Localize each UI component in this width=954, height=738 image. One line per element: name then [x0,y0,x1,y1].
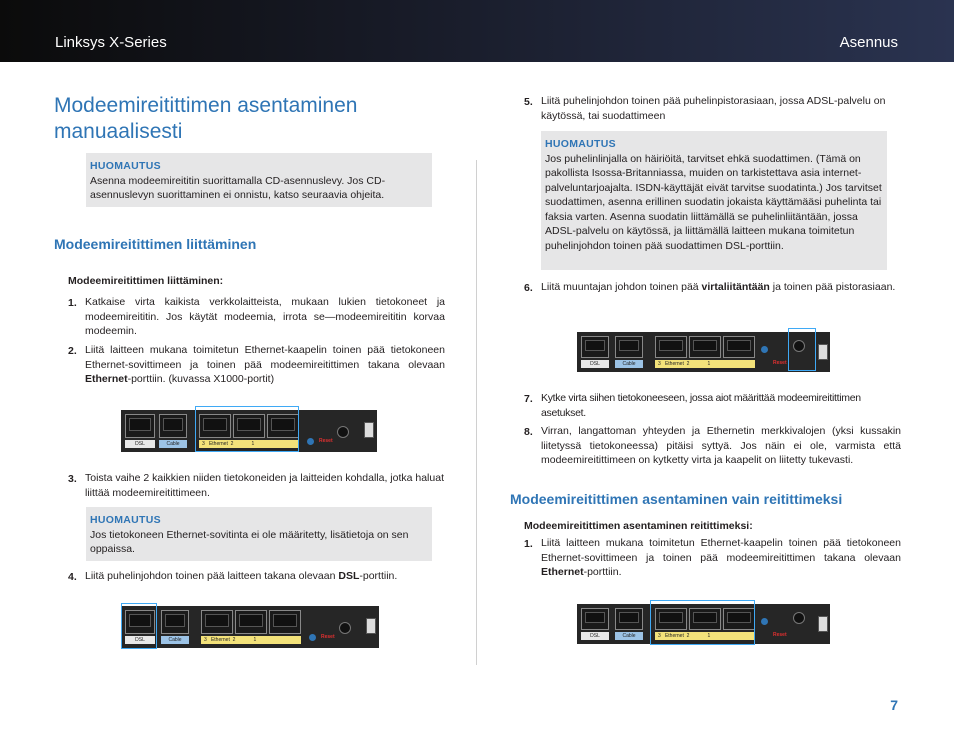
reset-label: Reset [773,632,787,638]
step-text: Liitä muuntajan johdon toinen pää virtaliitäntään ja toinen pää pistorasiaan. [541,281,896,293]
power-switch [818,344,828,360]
step-number: 6. [524,282,533,294]
power-port [793,612,805,624]
ethernet-label: 3 Ethernet 2 1 [201,636,301,644]
ethernet-label: 3 Ethernet 2 1 [655,632,755,640]
router-back-panel-image [121,606,379,648]
reset-button [307,438,314,445]
step-number: 1. [524,538,533,550]
step-text: Virran, langattoman yhteyden ja Ethernetin merkkivalojen (yksi kussakin liitetyssä tietokoneessa) pitäisi syttyä. Jos näin ei ole, varmista että modeemireitittimeen on kytketty virta ja kaapelit on liitetty tukevasti. [541,425,901,466]
cable-port [161,610,189,634]
power-switch [366,618,376,634]
step-number: 4. [68,571,77,583]
cable-label: Cable [615,632,643,640]
note-text: Asenna modeemireititin suorittamalla CD-asennuslevy. Jos CD-asennuslevyn suorittaminen ei onnistu, katso seuraavia ohjeita. [90,174,386,201]
section-heading: Modeemireitittimen liittäminen [54,236,257,252]
dsl-port [581,336,609,358]
sub-label: Modeemireitittimen asentaminen reitittimeksi: [524,520,753,532]
note-box [86,507,432,561]
dsl-label: DSL [125,636,155,644]
reset-button [761,618,768,625]
note-text: Jos tietokoneen Ethernet-sovitinta ei ole määritetty, lisätietoja on sen oppaissa. [90,528,409,555]
reset-label: Reset [321,634,335,640]
note-title: HUOMAUTUS [90,514,161,526]
note-text: Jos puhelinlinjalla on häiriöitä, tarvitset ehkä suodattimen. (Tämä on pakollista Isossa-Britanniassa, muiden on tarkistettava asia internet-palveluntarjoajalta. ISDN-käyttäjät eivät tarvitse suodatinta.) Jos tarvitset suodattimen, asenna erillinen suodatin jokaista käyttämääsi puhelinta tai faksia varten. Asenna suodatin liittämällä se puhelinliitäntään, jossa ADSL-palvelu on käytössä, ja liittämällä laitteen mukana toimitetun puhelinjohdon toinen pää suodattimen DSL-porttiin. [545,152,882,252]
cable-label: Cable [159,440,187,448]
ethernet-label: 3 Ethernet 2 1 [655,360,755,368]
ethernet-port [689,336,721,358]
sub-label: Modeemireitittimen liittäminen: [68,275,224,287]
header-title: Linksys X-Series [55,34,167,51]
step-text: Kytke virta siihen tietokoneeseen, jossa aiot määrittää modeemireitittimen asetukset. [541,392,861,419]
ethernet-port [201,610,233,634]
ethernet-port [723,336,755,358]
highlight-box [121,603,157,649]
header-section: Asennus [839,34,898,51]
step-text: Toista vaihe 2 kaikkien niiden tietokoneiden ja laitteiden kohdalla, jotka haluat liittää modeemireitittimeen. [85,472,444,499]
dsl-label: DSL [581,360,609,368]
dsl-label: DSL [581,632,609,640]
step-number: 5. [524,96,533,108]
note-box [86,153,432,207]
dsl-port [125,414,155,438]
section-heading: Modeemireitittimen asentaminen vain reitittimeksi [510,491,843,507]
header-bar [0,0,954,62]
page-title: Modeemireitittimen asentaminen manuaalisesti [54,94,358,143]
step-number: 2. [68,345,77,357]
dsl-port [581,608,609,630]
step-text: Liitä laitteen mukana toimitetun Ethernet-kaapelin toinen pää tietokoneen Ethernet-sovittimeen ja toinen pää modeemireitittimen takana olevaan Ethernet-porttiin. [541,537,901,578]
cable-port [615,608,643,630]
reset-button [309,634,316,641]
reset-label: Reset [319,438,333,444]
power-switch [364,422,374,438]
reset-button [761,346,768,353]
dsl-label: DSL [125,440,155,448]
step-text: Liitä laitteen mukana toimitetun Ethernet-kaapelin toinen pää tietokoneen Ethernet-sovittimeen ja toinen pää modeemireitittimen takana olevaan Ethernet-porttiin. (kuvassa X1000-portit) [85,344,445,385]
ethernet-label: 3 Ethernet 2 1 [199,440,299,448]
ethernet-port [269,610,301,634]
cable-port [615,336,643,358]
step-text: Katkaise virta kaikista verkkolaitteista, mukaan lukien tietokoneet ja modeemireititin. Jos käytät modeemia, irrota se—modeemireititin korvaa modeemin. [85,296,445,337]
page-number: 7 [890,697,898,713]
highlight-box [788,328,816,371]
step-text: Liitä puhelinjohdon toinen pää laitteen takana olevaan DSL-porttiin. [85,570,398,582]
cable-port [159,414,187,438]
step-number: 1. [68,297,77,309]
highlight-box [195,406,299,452]
step-number: 8. [524,426,533,438]
column-divider [476,160,477,665]
cable-label: Cable [615,360,643,368]
reset-label: Reset [773,360,787,366]
ethernet-port [655,336,687,358]
note-box [541,131,887,270]
ethernet-port [235,610,267,634]
cable-label: Cable [161,636,189,644]
power-port [337,426,349,438]
power-port [339,622,351,634]
step-number: 3. [68,473,77,485]
note-title: HUOMAUTUS [545,138,616,150]
step-text: Liitä puhelinjohdon toinen pää puhelinpistorasiaan, jossa ADSL-palvelu on käytössä, tai suodattimeen [541,95,886,122]
note-title: HUOMAUTUS [90,160,161,172]
step-number: 7. [524,393,533,405]
power-switch [818,616,828,632]
highlight-box [650,600,755,645]
